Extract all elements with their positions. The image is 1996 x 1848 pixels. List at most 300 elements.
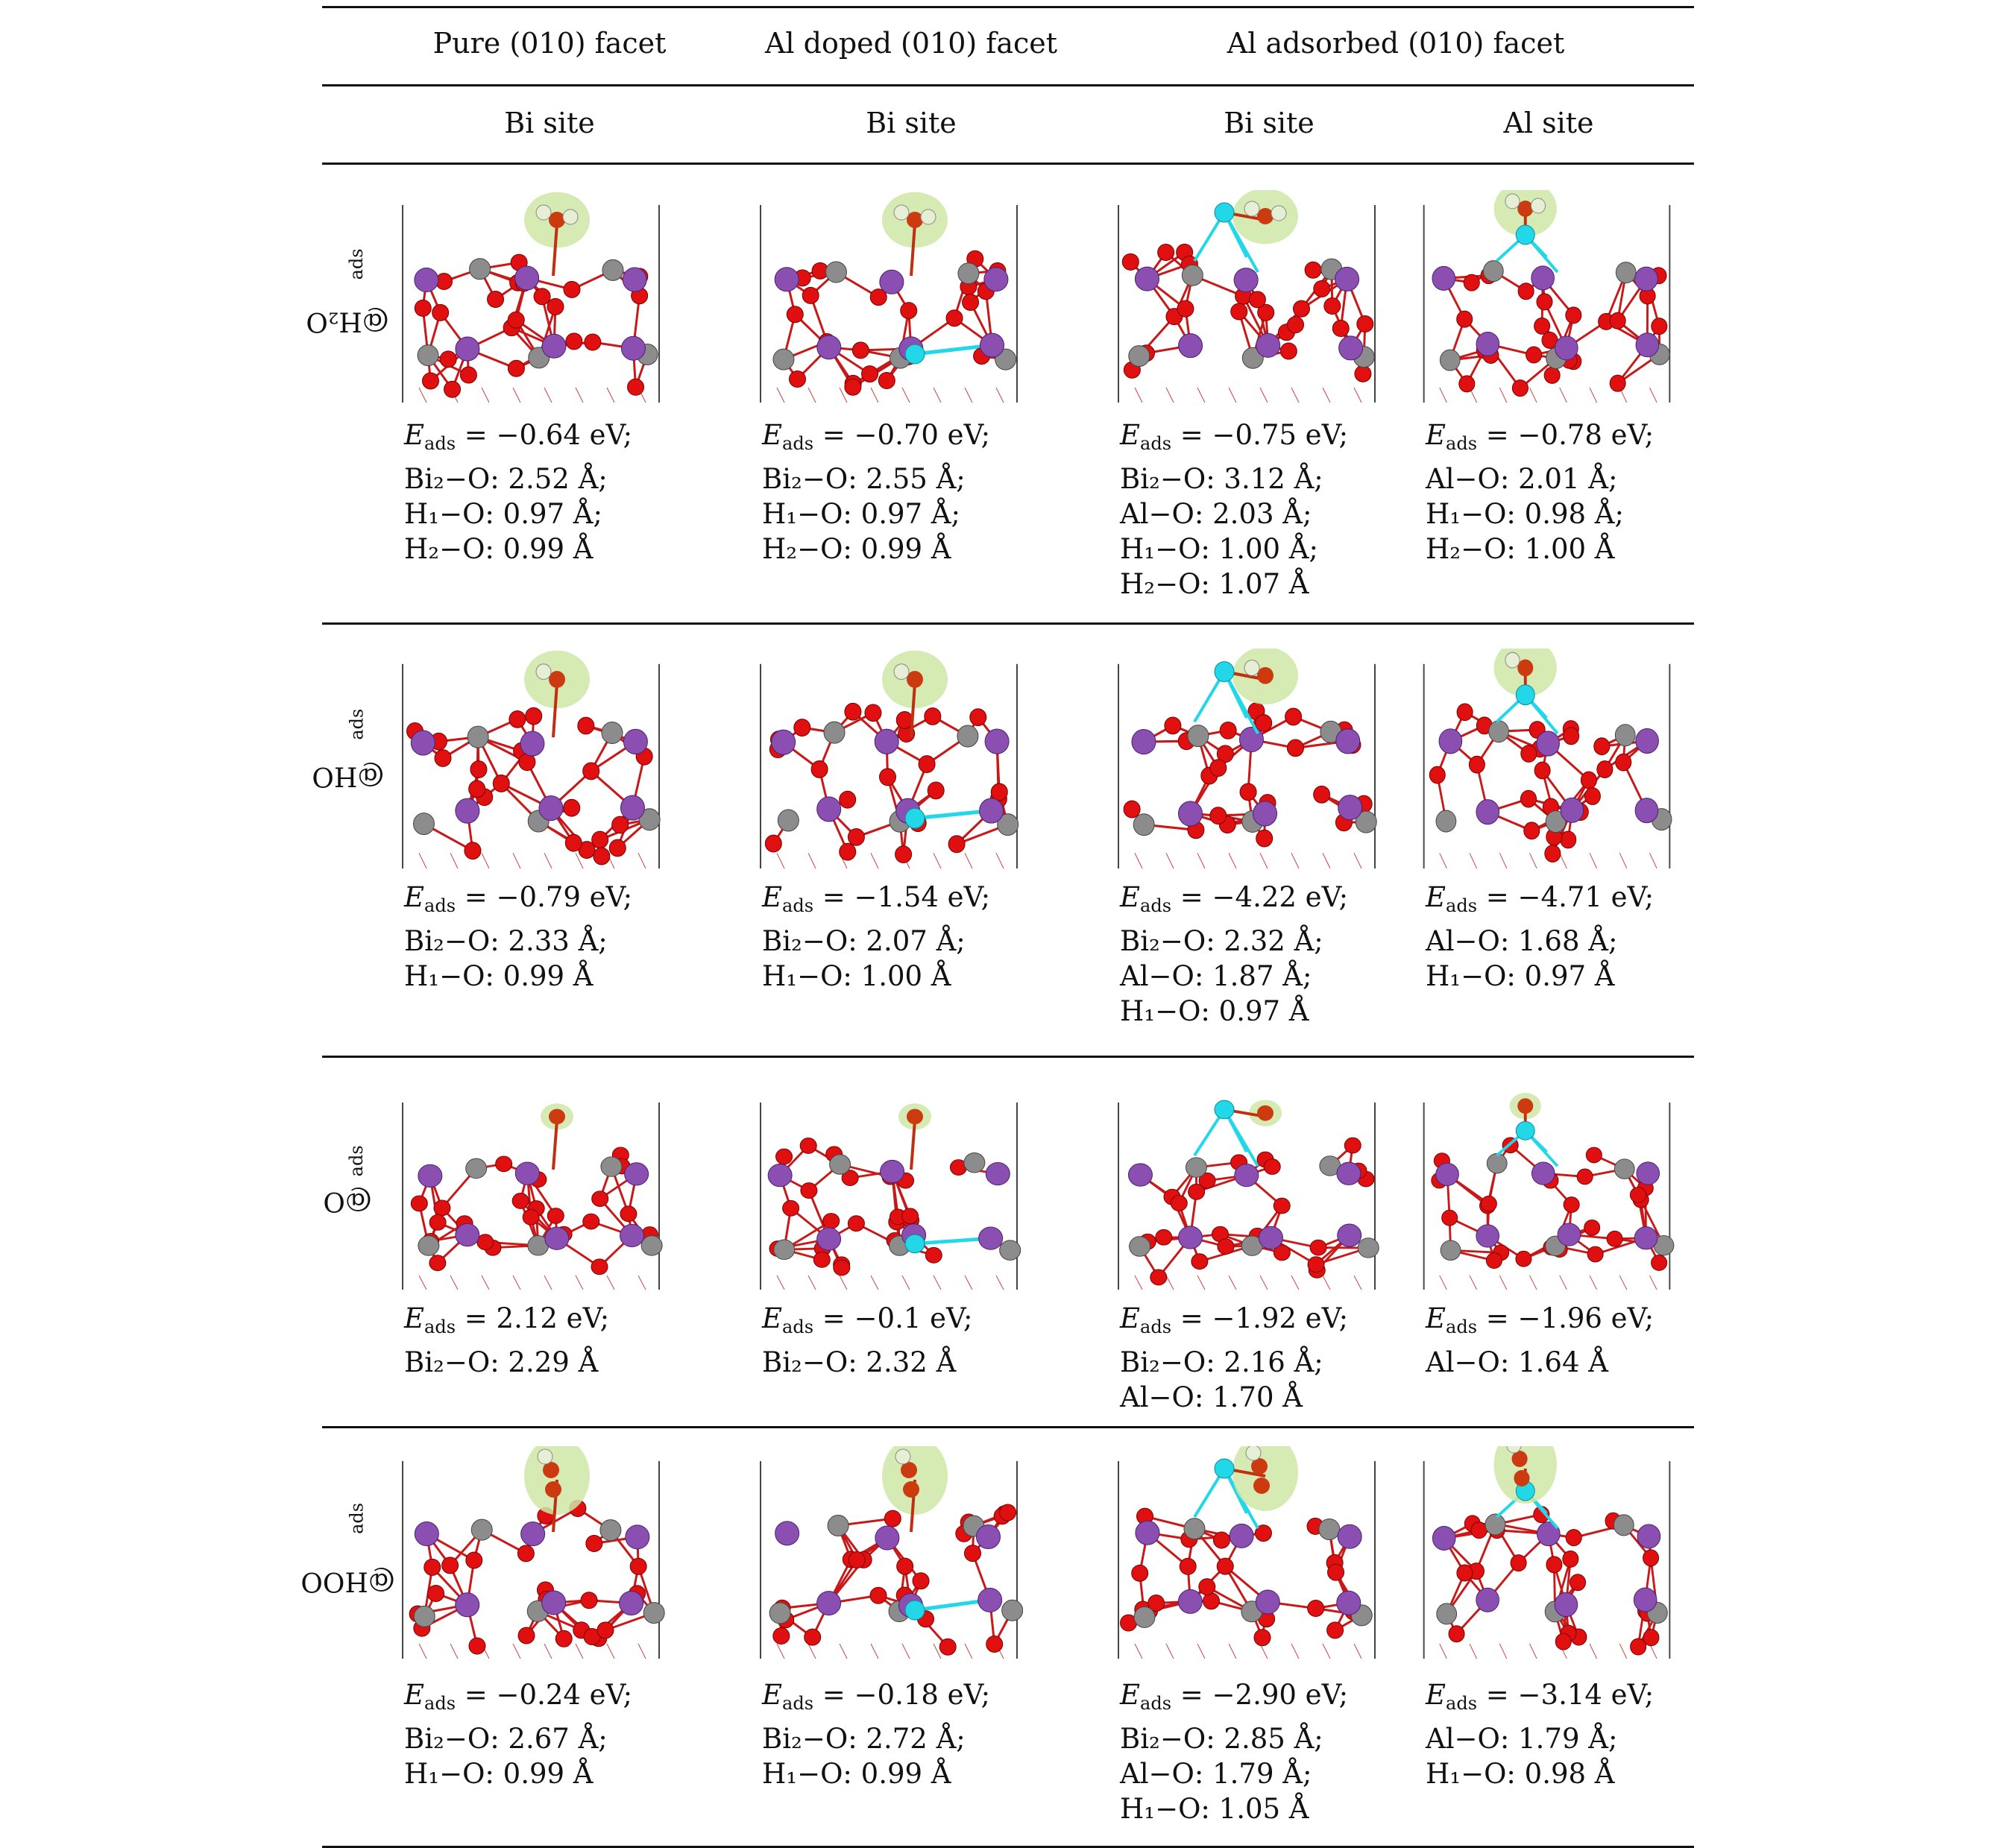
bismuth-atom bbox=[1336, 729, 1360, 754]
oxygen-atom bbox=[1469, 756, 1485, 773]
bond bbox=[1135, 1275, 1142, 1290]
oxygen-atom bbox=[879, 769, 895, 786]
bond bbox=[777, 853, 784, 868]
bismuth-atom bbox=[1339, 336, 1363, 360]
bond bbox=[871, 1275, 878, 1290]
oxygen-atom bbox=[1581, 772, 1596, 789]
bond bbox=[808, 853, 816, 868]
structure-caption bbox=[1426, 880, 1654, 994]
oxygen-atom bbox=[925, 708, 941, 725]
oxygen-atom bbox=[1561, 831, 1576, 848]
bismuth-atom bbox=[1337, 1591, 1361, 1615]
bismuth-atom bbox=[976, 1525, 1000, 1549]
oxygen-atom bbox=[1254, 1630, 1271, 1646]
bond bbox=[1197, 1644, 1205, 1659]
bond bbox=[450, 1644, 458, 1659]
oxygen-atom bbox=[1518, 283, 1534, 300]
oxygen-atom bbox=[444, 381, 461, 397]
oxygen-atom bbox=[970, 709, 986, 726]
oxygen-atom bbox=[1357, 316, 1373, 332]
bond-length: Bi₂−O: 3.12 Å; bbox=[1120, 461, 1348, 496]
structure-image bbox=[755, 190, 1023, 403]
oxygen-atom bbox=[466, 1552, 482, 1568]
bond bbox=[840, 1275, 847, 1290]
oxygen-atom bbox=[870, 1587, 887, 1603]
oxygen-atom bbox=[1524, 822, 1540, 839]
gray-atom bbox=[824, 722, 845, 743]
oxygen-atom bbox=[811, 761, 828, 778]
oxygen-atom bbox=[845, 703, 861, 720]
bismuth-atom bbox=[456, 337, 479, 361]
hydrogen-atom bbox=[1246, 1446, 1261, 1460]
oxygen-atom bbox=[1566, 307, 1581, 324]
bismuth-atom bbox=[456, 798, 479, 823]
oxygen-atom bbox=[1308, 1257, 1324, 1273]
bond bbox=[871, 388, 878, 403]
bond bbox=[1229, 1644, 1236, 1659]
oxygen-atom bbox=[1231, 303, 1247, 320]
gray-atom bbox=[414, 1606, 435, 1627]
gray-atom bbox=[1129, 346, 1150, 367]
bismuth-atom bbox=[880, 270, 904, 294]
bond bbox=[482, 388, 489, 403]
oxygen-atom bbox=[852, 342, 869, 359]
bismuth-atom bbox=[1476, 1588, 1499, 1612]
gray-atom bbox=[773, 349, 794, 370]
oxygen-atom bbox=[800, 1138, 816, 1154]
oxygen-atom bbox=[564, 281, 580, 297]
bond bbox=[1560, 1275, 1567, 1290]
adsorbate-oxygen bbox=[1517, 201, 1533, 217]
header-site-1: Bi site bbox=[393, 107, 706, 139]
bond-length: H₁−O: 1.05 Å bbox=[1120, 1791, 1348, 1826]
bond bbox=[1135, 388, 1142, 403]
bismuth-atom bbox=[521, 1522, 545, 1546]
gray-atom bbox=[958, 263, 979, 284]
hydrogen-atom bbox=[536, 205, 551, 220]
oxygen-atom bbox=[902, 1208, 919, 1224]
oxygen-atom bbox=[1124, 801, 1140, 818]
oxygen-atom bbox=[630, 1558, 646, 1574]
bismuth-atom bbox=[1128, 1164, 1152, 1186]
gray-atom bbox=[1485, 1514, 1505, 1535]
adsorbate bbox=[1494, 1446, 1558, 1528]
bond bbox=[419, 1644, 426, 1659]
bond bbox=[1530, 853, 1537, 868]
oxygen-atom bbox=[547, 1208, 564, 1224]
oxygen-atom bbox=[848, 1216, 864, 1232]
oxygen-atom bbox=[586, 1535, 602, 1551]
oxygen-atom bbox=[526, 707, 542, 725]
bond bbox=[1197, 388, 1205, 403]
bond bbox=[1530, 1644, 1537, 1659]
adsorption-energy: $E_{ads} = -0.24$ eV; bbox=[404, 1677, 632, 1721]
gray-atom bbox=[1000, 1240, 1021, 1261]
adsorbate-oxygen bbox=[1257, 208, 1274, 224]
oxygen-atom bbox=[1643, 1550, 1659, 1566]
bond bbox=[1499, 853, 1507, 868]
bond-length: Bi₂−O: 2.72 Å; bbox=[762, 1721, 990, 1756]
gray-atom bbox=[418, 345, 438, 366]
bismuth-atom bbox=[1256, 1590, 1279, 1614]
bismuth-atom bbox=[1432, 266, 1455, 290]
oxygen-atom bbox=[1584, 1220, 1600, 1235]
oxygen-atom bbox=[1545, 845, 1561, 862]
bismuth-atom bbox=[817, 1592, 841, 1615]
aluminum-atom bbox=[1516, 225, 1534, 245]
bond bbox=[1560, 388, 1567, 403]
bond bbox=[808, 1275, 816, 1290]
bond bbox=[1354, 388, 1361, 403]
oxygen-atom bbox=[496, 1156, 512, 1172]
bond bbox=[1440, 1644, 1447, 1659]
gray-atom bbox=[466, 1158, 487, 1179]
oxygen-atom bbox=[1213, 1532, 1230, 1548]
structure-caption bbox=[1120, 880, 1348, 1029]
oxygen-atom bbox=[925, 1247, 942, 1263]
adsorbate bbox=[1194, 1446, 1298, 1528]
bond bbox=[1650, 388, 1657, 403]
adsorption-energy: $E_{ads} = -2.90$ eV; bbox=[1120, 1677, 1348, 1721]
oxygen-atom bbox=[470, 761, 487, 778]
bismuth-atom bbox=[515, 1162, 539, 1185]
oxygen-atom bbox=[1577, 1169, 1593, 1185]
table-top-rule bbox=[322, 6, 1694, 8]
gray-atom bbox=[1002, 1600, 1023, 1621]
bismuth-atom bbox=[415, 268, 438, 291]
bismuth-atom bbox=[411, 731, 435, 755]
gray-atom bbox=[1134, 1606, 1155, 1627]
bismuth-atom bbox=[1259, 1226, 1282, 1249]
oxygen-atom bbox=[435, 750, 451, 767]
oxygen-atom bbox=[509, 710, 526, 728]
bond-length: H₁−O: 1.00 Å; bbox=[1120, 532, 1348, 567]
bismuth-atom bbox=[545, 1227, 569, 1249]
bond bbox=[1440, 853, 1447, 868]
bond-length: H₂−O: 1.00 Å bbox=[1426, 532, 1654, 567]
adsorption-energy: $E_{ads} = -0.75$ eV; bbox=[1120, 417, 1348, 461]
bond bbox=[513, 853, 520, 868]
oxygen-atom bbox=[488, 291, 504, 308]
oxygen-atom bbox=[508, 312, 524, 328]
aluminum-atom bbox=[1516, 685, 1534, 705]
gray-atom bbox=[830, 1155, 851, 1175]
bond-length: Bi₂−O: 2.85 Å; bbox=[1120, 1721, 1348, 1756]
bond bbox=[965, 388, 972, 403]
structure-caption bbox=[762, 1301, 973, 1380]
structure-image bbox=[1112, 190, 1381, 403]
bond bbox=[419, 1275, 426, 1290]
oxygen-atom bbox=[534, 288, 550, 305]
oxygen-atom bbox=[581, 1592, 597, 1609]
oxygen-atom bbox=[565, 834, 582, 851]
bismuth-atom bbox=[1531, 1162, 1555, 1185]
oxygen-atom bbox=[913, 1573, 929, 1589]
atoms bbox=[1122, 244, 1374, 382]
gray-atom bbox=[1437, 1603, 1457, 1624]
hydrogen-atom bbox=[563, 209, 578, 224]
hydrogen-atom bbox=[894, 664, 909, 680]
bond-length: Bi₂−O: 2.32 Å bbox=[762, 1345, 973, 1380]
oxygen-atom bbox=[1526, 347, 1542, 363]
bond bbox=[934, 388, 941, 403]
atoms bbox=[765, 703, 1018, 862]
oxygen-atom bbox=[422, 373, 438, 389]
bismuth-atom bbox=[1337, 1162, 1361, 1185]
bond-length: H₁−O: 0.99 Å bbox=[404, 1756, 632, 1791]
bismuth-atom bbox=[1634, 1588, 1657, 1612]
oxygen-atom bbox=[583, 1214, 599, 1229]
bond bbox=[1291, 388, 1299, 403]
oxygen-atom bbox=[813, 1252, 830, 1267]
gray-atom bbox=[825, 262, 846, 283]
bismuth-atom bbox=[1561, 798, 1584, 822]
aluminum-atom bbox=[1215, 1100, 1234, 1119]
bismuth-atom bbox=[775, 268, 799, 291]
oxygen-atom bbox=[424, 1559, 441, 1575]
oxygen-atom bbox=[1457, 1565, 1473, 1581]
oxygen-atom bbox=[1564, 1197, 1579, 1213]
atoms bbox=[1432, 1507, 1667, 1655]
oxygen-atom bbox=[566, 333, 582, 350]
oxygen-atom bbox=[794, 719, 810, 737]
bismuth-atom bbox=[1634, 1227, 1657, 1249]
hydrogen-atom bbox=[1505, 194, 1520, 209]
bond-length: H₁−O: 0.97 Å; bbox=[404, 496, 632, 532]
bond-length: Bi₂−O: 2.32 Å; bbox=[1120, 924, 1348, 959]
gray-atom bbox=[1614, 1159, 1634, 1179]
oxygen-atom bbox=[547, 298, 564, 315]
bismuth-atom bbox=[1234, 268, 1258, 292]
oxygen-atom bbox=[1177, 300, 1194, 317]
bond bbox=[1590, 388, 1597, 403]
structure-image bbox=[755, 1446, 1023, 1659]
bond bbox=[777, 1644, 784, 1659]
bismuth-atom bbox=[980, 798, 1004, 823]
header-mid-rule bbox=[322, 84, 1694, 86]
gray-atom bbox=[1184, 1519, 1205, 1539]
bond bbox=[1166, 388, 1174, 403]
oxygen-atom bbox=[789, 370, 805, 387]
bismuth-atom bbox=[772, 730, 796, 754]
gray-atom bbox=[1186, 1158, 1206, 1178]
adsorption-energy: $E_{ads} = -1.92$ eV; bbox=[1120, 1301, 1348, 1345]
gray-atom bbox=[413, 813, 434, 835]
header-site-3: Bi site bbox=[1112, 107, 1426, 139]
aluminum-atom bbox=[905, 1234, 925, 1253]
bond-length: H₁−O: 0.97 Å; bbox=[762, 496, 990, 532]
oxygen-atom bbox=[1457, 311, 1473, 327]
atoms bbox=[411, 1147, 662, 1275]
bismuth-atom bbox=[1132, 729, 1156, 754]
gray-atom bbox=[602, 722, 623, 743]
oxygen-atom bbox=[1217, 1558, 1233, 1574]
oxygen-atom bbox=[1314, 786, 1330, 803]
gray-atom bbox=[1441, 1240, 1461, 1261]
header-al-doped-facet: Al doped (010) facet bbox=[736, 27, 1086, 60]
bismuth-atom bbox=[817, 335, 841, 359]
gray-atom bbox=[641, 1236, 662, 1256]
bismuth-atom bbox=[621, 336, 645, 360]
oxygen-atom bbox=[1210, 760, 1227, 777]
bond bbox=[1135, 1644, 1142, 1659]
oxygen-atom bbox=[1459, 376, 1475, 392]
bond bbox=[902, 1275, 910, 1290]
oxygen-atom bbox=[1000, 1504, 1016, 1521]
aluminum-atom bbox=[905, 344, 925, 364]
aluminum-atom bbox=[1215, 1459, 1234, 1478]
bond bbox=[902, 1644, 910, 1659]
oxygen-atom bbox=[1150, 1270, 1167, 1285]
gray-atom bbox=[471, 1519, 492, 1540]
oxygen-atom bbox=[948, 836, 965, 853]
bismuth-atom bbox=[817, 797, 841, 821]
hydrogen-atom bbox=[1505, 652, 1520, 668]
oxygen-atom bbox=[776, 1149, 793, 1164]
oxygen-atom bbox=[523, 1209, 539, 1225]
hydrogen-atom bbox=[538, 1449, 552, 1464]
adsorbate-oxygen bbox=[549, 1109, 565, 1124]
oxygen-atom bbox=[1332, 321, 1349, 337]
structure-caption bbox=[1426, 417, 1654, 567]
oxygen-atom bbox=[765, 835, 781, 852]
bond bbox=[965, 1275, 972, 1290]
bond-length: Al−O: 1.79 Å; bbox=[1120, 1756, 1348, 1791]
oxygen-atom bbox=[848, 828, 864, 845]
oxygen-atom bbox=[1310, 1240, 1326, 1255]
bond bbox=[1135, 853, 1142, 868]
bond-length: H₁−O: 1.00 Å bbox=[762, 959, 990, 994]
bismuth-atom bbox=[623, 268, 646, 291]
bismuth-atom bbox=[1178, 1226, 1202, 1249]
oxygen-atom bbox=[865, 704, 881, 722]
bismuth-atom bbox=[1436, 1163, 1459, 1185]
oxygen-atom bbox=[939, 1639, 956, 1655]
bond bbox=[482, 1275, 489, 1290]
bond bbox=[996, 853, 1004, 868]
bond-length: Bi₂−O: 2.67 Å; bbox=[404, 1721, 632, 1756]
structure-caption bbox=[762, 880, 990, 994]
gray-atom bbox=[1436, 810, 1456, 832]
gray-atom bbox=[643, 1603, 664, 1624]
oxygen-atom bbox=[1555, 1633, 1571, 1650]
structure-caption bbox=[404, 1301, 609, 1380]
adsorbate-oxygen bbox=[1257, 1106, 1274, 1121]
bismuth-atom bbox=[515, 266, 539, 290]
bismuth-atom bbox=[1178, 1589, 1202, 1613]
bond bbox=[544, 853, 552, 868]
oxygen-atom bbox=[415, 300, 431, 316]
bond bbox=[513, 1275, 520, 1290]
bismuth-atom bbox=[1335, 267, 1359, 291]
oxygen-atom bbox=[1264, 1159, 1280, 1175]
bond bbox=[1323, 388, 1330, 403]
header-bottom-rule bbox=[322, 163, 1694, 165]
oxygen-atom bbox=[1280, 343, 1297, 359]
bond bbox=[544, 1275, 552, 1290]
oxygen-atom bbox=[1328, 1564, 1344, 1580]
row-rule-1 bbox=[322, 622, 1694, 625]
bismuth-atom bbox=[418, 1164, 442, 1187]
bond-length: Bi₂−O: 2.16 Å; bbox=[1120, 1345, 1348, 1380]
adsorbate-oxygen bbox=[907, 1109, 923, 1124]
adsorption-energy: $E_{ads} = -3.14$ eV; bbox=[1426, 1677, 1654, 1721]
bismuth-atom bbox=[986, 1162, 1010, 1185]
bismuth-atom bbox=[1531, 266, 1555, 290]
bond bbox=[544, 1644, 552, 1659]
gray-atom bbox=[1188, 725, 1209, 747]
structure-caption bbox=[762, 1677, 990, 1791]
bond bbox=[1260, 853, 1268, 868]
oxygen-atom bbox=[442, 1557, 459, 1574]
oxygen-atom bbox=[508, 360, 524, 376]
oxygen-atom bbox=[963, 294, 979, 310]
bismuth-atom bbox=[1178, 801, 1202, 826]
oxygen-atom bbox=[460, 367, 476, 383]
bond bbox=[777, 388, 784, 403]
adsorbate-oxygen bbox=[1517, 1098, 1533, 1114]
bismuth-atom bbox=[1636, 728, 1659, 753]
oxygen-atom bbox=[1616, 754, 1631, 771]
bond bbox=[808, 388, 816, 403]
oxygen-atom bbox=[1534, 762, 1550, 779]
oxygen-atom bbox=[1521, 745, 1537, 763]
oxygen-atom bbox=[1566, 1530, 1581, 1546]
bismuth-atom bbox=[775, 1521, 799, 1545]
gray-atom bbox=[1133, 814, 1154, 836]
bond-length: Al−O: 1.64 Å bbox=[1426, 1345, 1654, 1380]
bond bbox=[1291, 1644, 1299, 1659]
bismuth-atom bbox=[620, 1224, 644, 1246]
oxygen-atom bbox=[428, 1585, 444, 1601]
oxygen-atom bbox=[1564, 728, 1579, 745]
oxygen-atom bbox=[1570, 1574, 1585, 1591]
bond bbox=[1197, 853, 1205, 868]
bond bbox=[1560, 853, 1567, 868]
bond-length: Bi₂−O: 2.29 Å bbox=[404, 1345, 609, 1380]
oxygen-atom bbox=[1544, 367, 1560, 383]
oxygen-atom bbox=[1344, 1138, 1361, 1153]
structure-caption bbox=[1426, 1677, 1654, 1791]
structure-image bbox=[1418, 190, 1675, 403]
adsorbate bbox=[882, 651, 948, 737]
oxygen-atom bbox=[1189, 1184, 1205, 1199]
row-label-o: $@O_{ads}$ bbox=[316, 1073, 383, 1297]
oxygen-atom bbox=[901, 303, 917, 319]
bond bbox=[482, 853, 489, 868]
oxygen-atom bbox=[512, 1193, 529, 1209]
gray-atom bbox=[1358, 1238, 1379, 1258]
bismuth-atom bbox=[1555, 1593, 1578, 1617]
bismuth-atom bbox=[620, 795, 644, 820]
oxygen-atom bbox=[834, 1260, 850, 1275]
gray-atom bbox=[964, 1152, 985, 1173]
oxygen-atom bbox=[845, 379, 861, 395]
bond bbox=[1260, 1275, 1268, 1290]
oxygen-atom bbox=[1355, 365, 1371, 382]
adsorbate-oxygen bbox=[549, 671, 565, 688]
bismuth-atom bbox=[1230, 1524, 1253, 1548]
bismuth-atom bbox=[1476, 800, 1499, 824]
oxygen-atom bbox=[840, 791, 856, 808]
bond-length: H₂−O: 0.99 Å bbox=[404, 532, 632, 567]
bond bbox=[1590, 1644, 1597, 1659]
structure-image bbox=[397, 1446, 665, 1659]
header-site-2: Bi site bbox=[736, 107, 1086, 139]
gray-atom bbox=[1615, 725, 1635, 746]
bond bbox=[1166, 1275, 1174, 1290]
adsorbate bbox=[1494, 190, 1558, 272]
